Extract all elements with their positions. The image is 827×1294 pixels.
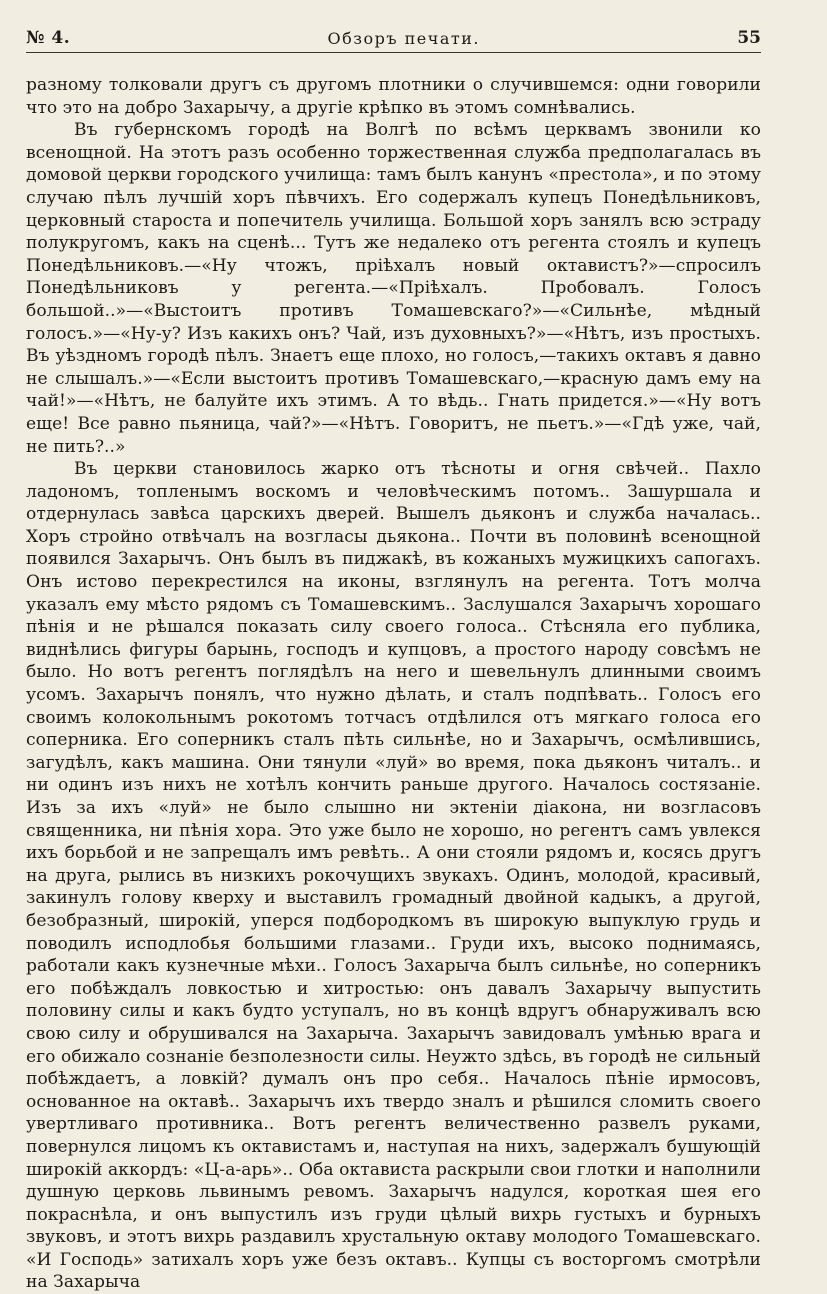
page-number: 55 <box>737 28 761 48</box>
running-header <box>26 18 761 53</box>
running-title: Обзоръ печати. <box>327 29 480 48</box>
paragraph-continuation: разному толковали другъ съ другомъ плотники о случившемся: одни говорили что это на добро Захарычу, а другіе крѣпко въ этомъ сомнѣвались. <box>26 75 761 118</box>
paragraph-gubernsky-town: Въ губернскомъ городѣ на Волгѣ по всѣмъ церквамъ звонили ко всенощной. На этотъ разъ особенно торжественная служба предполагалась въ домовой церкви городского училища: тамъ былъ канунъ «престола», и по этому случаю пѣлъ лучшій хоръ пѣвчихъ. Его содержалъ купецъ Понедѣльниковъ, церковный староста и попечитель училища. Большой хоръ занялъ всю эстраду полукругомъ, какъ на сценѣ... Тутъ же недалеко отъ регента стоялъ и купецъ Понедѣльниковъ.—«Ну чтожъ, пріѣхалъ новый октавистъ?»—спросилъ Понедѣльниковъ у регента.—«Пріѣхалъ. Пробовалъ. Голосъ большой..»—«Выстоитъ противъ Томашевскаго?»—«Сильнѣе, мѣдный голосъ.»—«Ну-у? Изъ какихъ онъ? Чай, изъ духовныхъ?»—«Нѣтъ, изъ простыхъ. Въ уѣздномъ городѣ пѣлъ. Знаетъ еще плохо, но голосъ,—такихъ октавъ я давно не слышалъ.»—«Если выстоитъ противъ Томашевскаго,—красную дамъ ему на чай!»—«Нѣтъ, не балуйте ихъ этимъ. А то вѣдь.. Гнать придется.»—«Ну вотъ еще! Все равно пьяница, чай?»—«Нѣтъ. Говоритъ, не пьетъ.»—«Гдѣ уже, чай, не пить?..» <box>26 120 761 457</box>
paragraph-church-contest: Въ церкви становилось жарко отъ тѣсноты и огня свѣчей.. Пахло ладономъ, топленымъ воскомъ и человѣческимъ потомъ.. Зашуршала и отдернулась завѣса царскихъ дверей. Вышелъ дьяконъ и служба началась.. Хоръ стройно отвѣчалъ на возгласы дьякона.. Почти въ половинѣ всенощной появился Захарычъ. Онъ былъ въ пиджакѣ, въ кожаныхъ мужицкихъ сапогахъ. Онъ истово перекрестился на иконы, взглянулъ на регента. Тотъ молча указалъ ему мѣсто рядомъ съ Томашевскимъ.. Заслушался Захарычъ хорошаго пѣнія и не рѣшался показать силу своего голоса.. Стѣсняла его публика, виднѣлись фигуры барынь, господъ и купцовъ, а простого народу совсѣмъ не было. Но вотъ регентъ поглядѣлъ на него и шевельнулъ длинными своимъ усомъ. Захарычъ понялъ, что нужно дѣлать, и сталъ подпѣвать.. Голосъ его своимъ колокольнымъ рокотомъ тотчасъ отдѣлился отъ мягкаго голоса его соперника. Его соперникъ сталъ пѣть сильнѣе, но и Захарычъ, осмѣлившись, загудѣлъ, какъ машина. Они тянули «луй» во время, пока дьяконъ читалъ.. и ни одинъ изъ нихъ не хотѣлъ кончить раньше другого. Началось состязаніе. Изъ за ихъ «луй» не было слышно ни эктеніи діакона, ни возгласовъ священника, ни пѣнія хора. Это уже было не хорошо, но регентъ самъ увлекся ихъ борьбой и не запрещалъ имъ ревѣть.. А они стояли рядомъ и, косясь другъ на друга, рылись въ низкихъ рокочущихъ звукахъ. Одинъ, молодой, красивый, закинулъ голову кверху и выставилъ громадный двойной кадыкъ, а другой, безобразный, широкій, уперся подбородкомъ въ широкую выпуклую грудь и поводилъ исподлобья большими глазами.. Груди ихъ, высоко поднимаясь, работали какъ кузнечные мѣхи.. Голосъ Захарыча былъ сильнѣе, но соперникъ его побѣждалъ ловкостью и хитростью: онъ давалъ Захарычу выпустить половину силы и какъ будто уступалъ, но въ концѣ вдругъ обнаруживалъ всю свою силу и обрушивался на Захарыча. Захарычъ завидовалъ умѣнью врага и его обижало сознаніе безполезности силы. Неужто здѣсь, въ городѣ не сильный побѣждаетъ, а ловкій? думалъ онъ про себя.. Началось пѣніе ирмосовъ, основанное на октавѣ.. Захарычъ ихъ твердо зналъ и рѣшился сломить своего увертливаго противника.. Вотъ регентъ величественно развелъ руками, повернулся лицомъ къ октавистамъ и, наступая на нихъ, задержалъ бушующій широкій аккордъ: «Ц-а-арь».. Оба октависта раскрыли свои глотки и наполнили душную церковь львинымъ ревомъ. Захарычъ надулся, короткая шея его покраснѣла, и онъ выпустилъ изъ груди цѣлый вихрь густыхъ и бурныхъ звуковъ, и этотъ вихрь раздавилъ хрустальную октаву молодого Томашевскаго. «И Господь» затихалъ хоръ уже безъ октавъ.. Купцы съ восторгомъ смотрѣли на Захарыча <box>26 459 761 1293</box>
issue-number: № 4. <box>26 28 71 48</box>
article-body <box>26 74 761 1294</box>
